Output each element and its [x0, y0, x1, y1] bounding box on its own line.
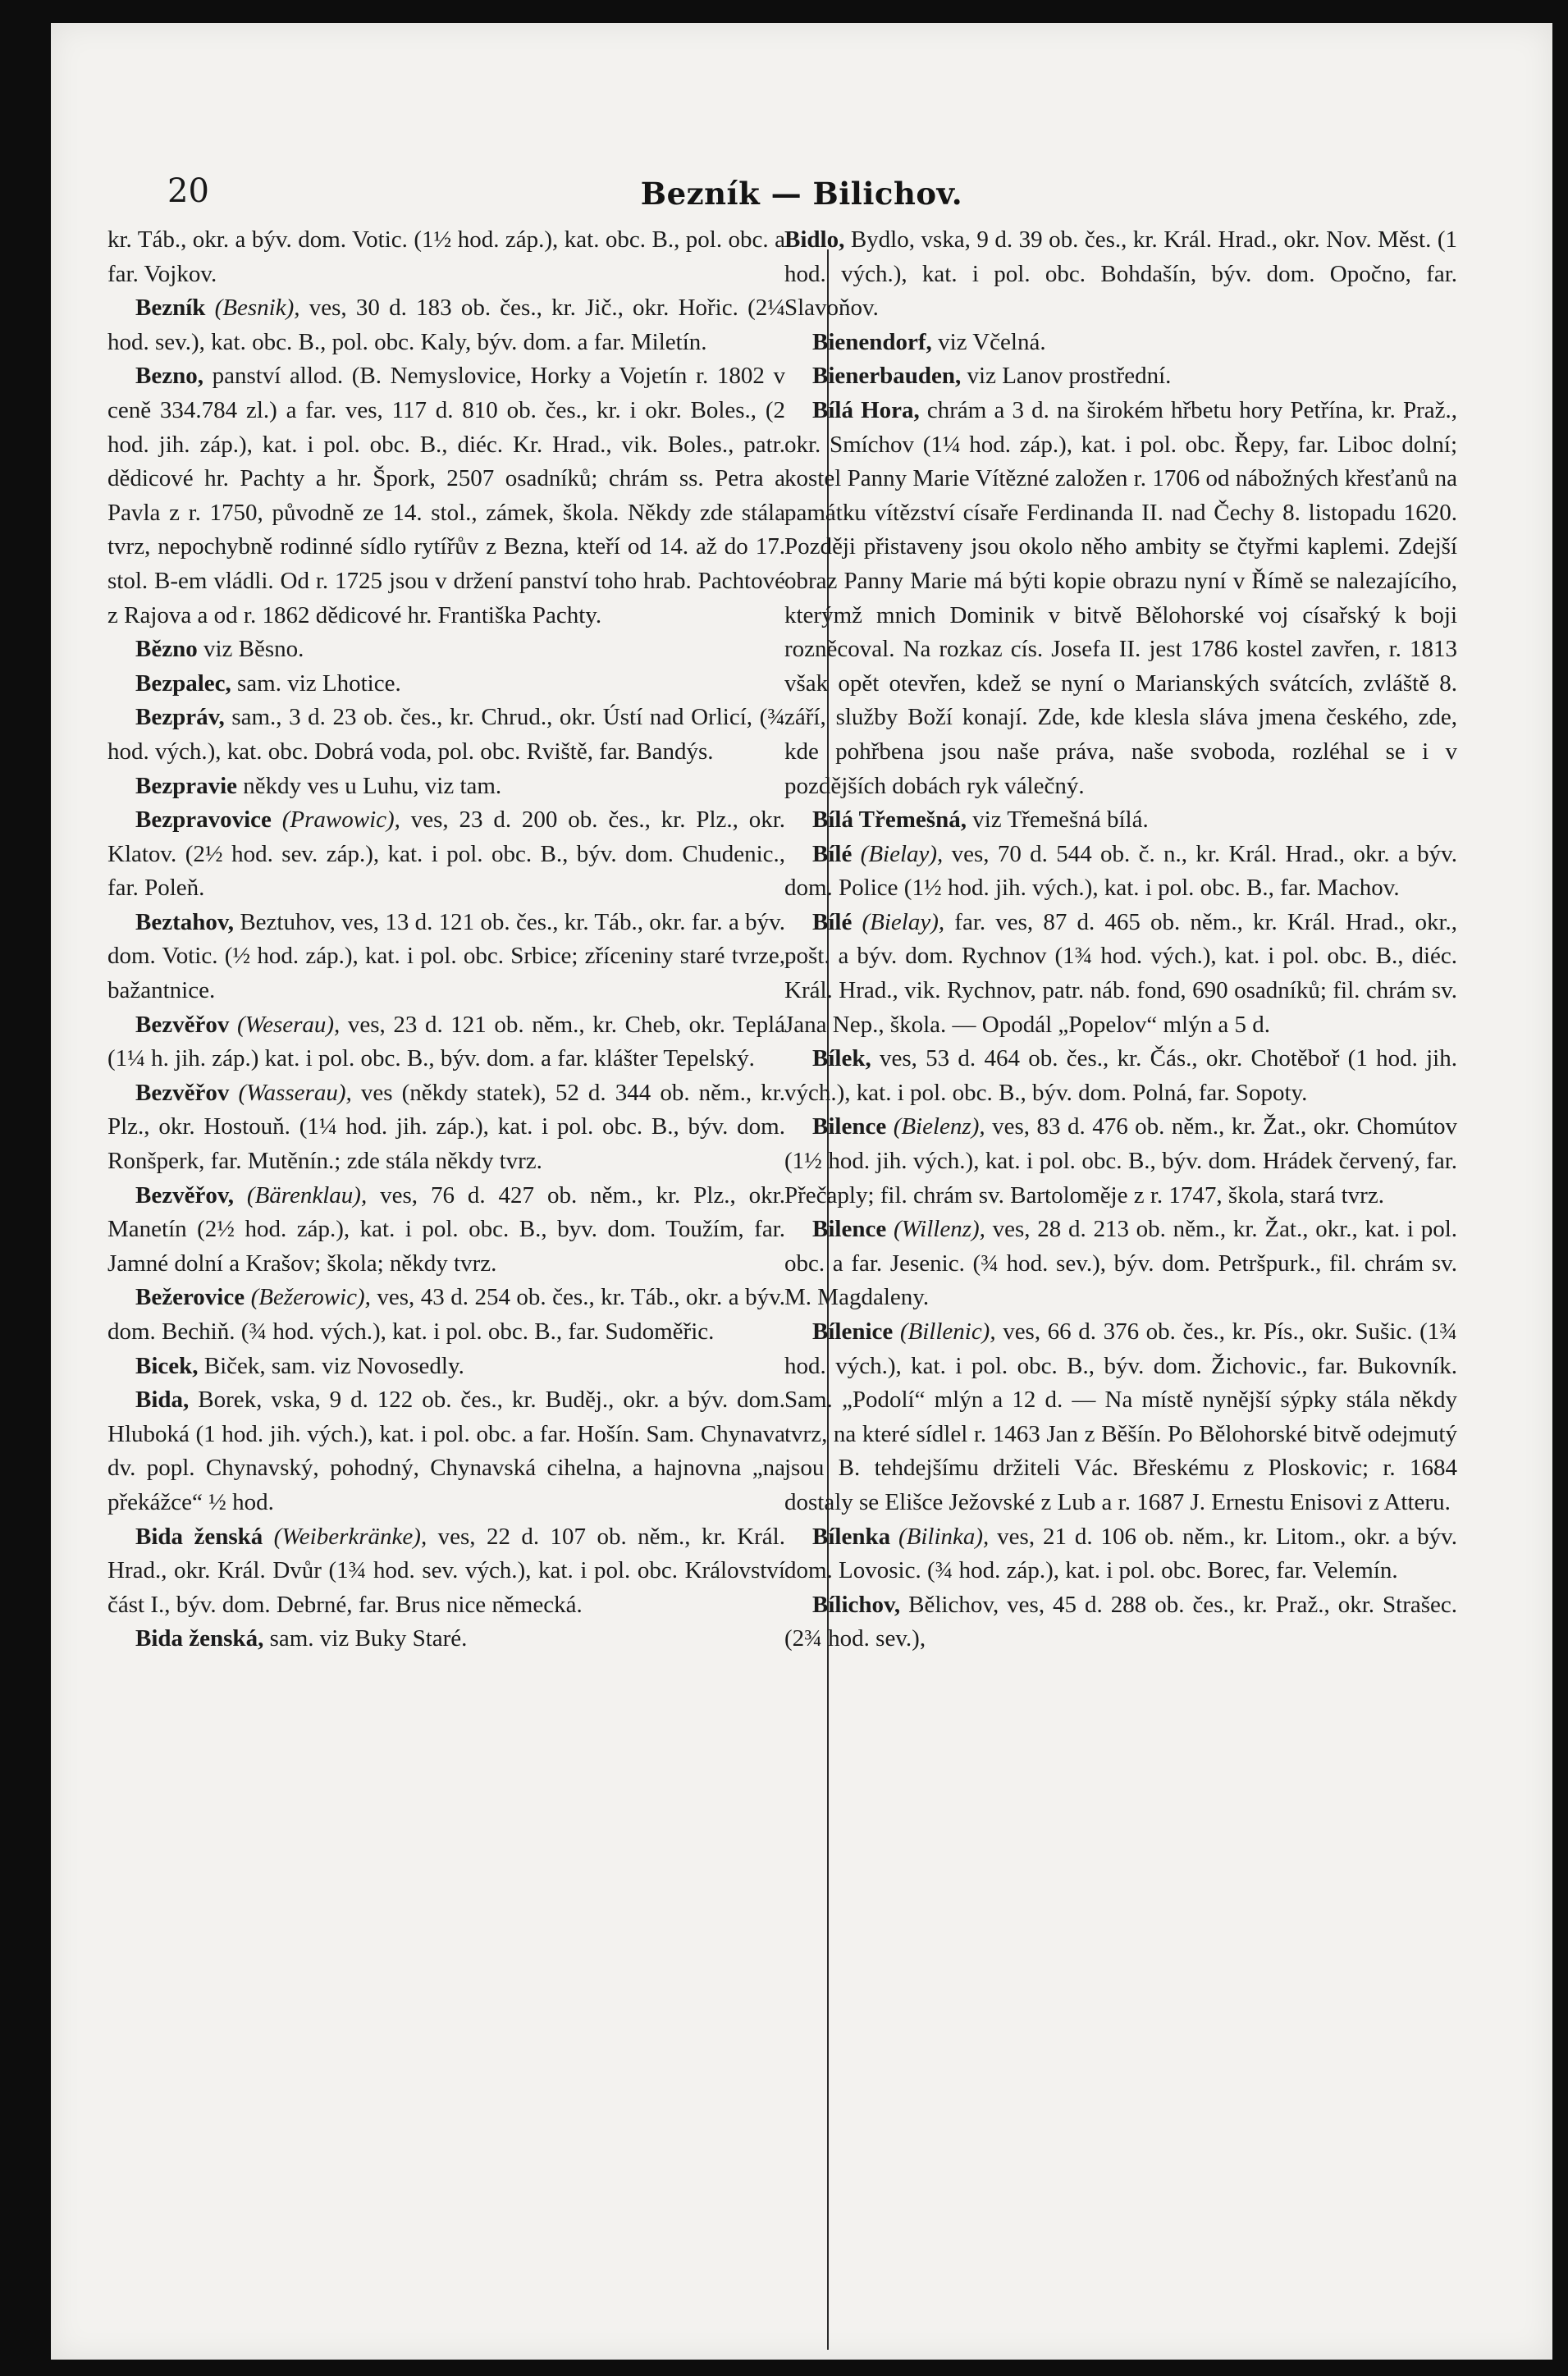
running-head: Bezník — Bilichov.	[640, 176, 963, 212]
entry-german-name: (Willenz),	[893, 1216, 985, 1243]
entry-german-name: (Weserau),	[236, 1011, 341, 1038]
entry-text: viz Třemešná bílá.	[966, 806, 1149, 834]
entry-headword: Bežerovice	[135, 1284, 245, 1311]
gazetteer-entry	[784, 1110, 1457, 1213]
entry-headword: Bida,	[135, 1387, 190, 1414]
gazetteer-entry	[107, 223, 785, 291]
entry-text: sam. viz Buky Staré.	[263, 1625, 468, 1652]
gazetteer-entry	[784, 1520, 1457, 1588]
gazetteer-entry	[784, 838, 1457, 906]
entry-headword: Bezpravie	[135, 772, 238, 799]
entry-headword: Bicek,	[135, 1352, 199, 1379]
entry-headword: Bílá Hora,	[812, 396, 920, 423]
entry-headword: Bílichov,	[812, 1591, 901, 1618]
gazetteer-entry	[107, 1520, 785, 1623]
entry-headword: Bezno,	[135, 363, 203, 390]
entry-german-name: (Besnik),	[214, 295, 300, 322]
entry-text: ves, 30 d. 183 ob. čes., kr. Jič., okr. Hořic. (2¼ hod. sev.), kat. obc. B., pol. obc. Kaly, býv. dom. a far. Miletín.	[107, 295, 786, 355]
entry-german-name: (Billenic),	[899, 1318, 996, 1345]
gazetteer-entry	[107, 359, 785, 633]
gazetteer-entry	[107, 1076, 785, 1179]
entry-text: chrám a 3 d. na širokém hřbetu hory Petřína, kr. Praž., okr. Smíchov (1¼ hod. záp.), kat. i pol. obc. Řepy, far. Liboc dolní; kostel Panny Marie Vítězné založen r. 1706 od nábožných křesťanů na památku vítězství císaře Ferdinanda II. nad Čechy 8. listopadu 1620. Později přistaveny jsou okolo něho ambity se čtyřmi kaplemi. Zdejší obraz Panny Marie má býti kopie obrazu nyní v Římě se nalezajícího, kterýmž mnich Dominik v bitvě Bělohorské voj císařský k boji rozněcoval. Na rozkaz cís. Josefa II. jest 1786 kostel zavřen, r. 1813 však opět otevřen, kdež se nyní o Marianských svátcích, zvláště 8. září, služby Boží konají. Zde, kde klesla sláva jmena českého, zde, kde pohřbena jsou naše práva, naše svoboda, rozléhal se i v pozdějších dobách ryk válečný.	[784, 396, 1457, 799]
entry-text: Bydlo, vska, 9 d. 39 ob. čes., kr. Král. Hrad., okr. Nov. Měst. (1 hod. vých.), kat. i pol. obc. Bohdašín, býv. dom. Opočno, far. Slavoňov.	[784, 226, 1457, 322]
entry-headword: Bězno	[135, 636, 198, 663]
entry-text: viz Běsno.	[197, 636, 304, 663]
entry-text: sam., 3 d. 23 ob. čes., kr. Chrud., okr. Ústí nad Orlicí, (¾ hod. vých.), kat. obc. Dobrá voda, pol. obc. Rviště, far. Bandýs.	[107, 704, 785, 765]
gazetteer-entry	[107, 1350, 785, 1384]
gazetteer-entry	[784, 394, 1457, 803]
entry-german-name: (Bežerowic),	[250, 1284, 371, 1311]
entry-text: Biček, sam. viz Novosedly.	[198, 1352, 464, 1379]
entry-text: ves, 43 d. 254 ob. čes., kr. Táb., okr. a býv. dom. Bechiň. (¾ hod. vých.), kat. i pol. obc. B., far. Sudoměřic.	[107, 1284, 785, 1345]
entry-text: ves (někdy statek), 52 d. 344 ob. něm., kr. Plz., okr. Hostouň. (1¼ hod. jih. záp.), kat. i pol. obc. B., býv. dom. Ronšperk, far. Mutěnín.; zde stála někdy tvrz.	[107, 1079, 785, 1175]
entry-text: ves, 28 d. 213 ob. něm., kr. Žat., okr., kat. i pol. obc. a far. Jesenic. (¾ hod. sev.), býv. dom. Petršpurk., fil. chrám sv. M. Magdaleny.	[784, 1216, 1458, 1311]
entry-text: ves, 66 d. 376 ob. čes., kr. Pís., okr. Sušic. (1¾ hod. vých.), kat. i pol. obc. B., býv. dom. Žichovic., far. Bukovník. Sam. „Podolí“ mlýn a 12 d. — Na místě nynější sýpky stála někdy tvrz, na které sídlel r. 1463 Jan z Běšín. Po Bělohorské bitvě odejmutý jsou B. tehdejšímu držiteli Vác. Břeskému z Ploskovic; r. 1684 dostaly se Elišce Ježovské z Lub a r. 1687 J. Ernestu Enisovi z Atteru.	[784, 1318, 1457, 1515]
gazetteer-entry	[107, 1622, 785, 1656]
entry-german-name: (Bärenklau),	[246, 1181, 368, 1209]
entry-headword: Bidlo,	[784, 226, 845, 253]
entry-text: ves, 83 d. 476 ob. něm., kr. Žat., okr. Chomútov (1½ hod. jih. vých.), kat. i pol. obc. B., býv. dom. Hrádek červený, far. Přečaply; fil. chrám sv. Bartoloměje z r. 1747, škola, stará tvrz.	[784, 1113, 1457, 1209]
entry-text: Borek, vska, 9 d. 122 ob. čes., kr. Buděj., okr. a býv. dom. Hluboká (1 hod. jih. vých.), kat. i pol. obc. a far. Hošín. Sam. Chynava dv. popl. Chynavský, pohodný, Chynavská cihelna, a hajnovna „na překážce“ ½ hod.	[107, 1387, 785, 1515]
entry-headword: Bílé	[812, 908, 853, 935]
entry-text: ves, 70 d. 544 ob. č. n., kr. Král. Hrad., okr. a býv. dom. Police (1½ hod. jih. vých.), kat. i pol. obc. B., far. Machov.	[784, 840, 1457, 902]
entry-headword: Beztahov,	[135, 908, 235, 935]
entry-headword: Bezpráv,	[135, 704, 225, 731]
entry-german-name: (Weiberkränke),	[273, 1523, 427, 1550]
gazetteer-entry	[784, 326, 1457, 360]
entry-text: ves, 23 d. 121 ob. něm., kr. Cheb, okr. Teplá (1¼ h. jih. záp.) kat. i pol. obc. B., býv. dom. a far. klášter Tepelský.	[107, 1011, 786, 1072]
gazetteer-entry	[784, 1213, 1457, 1315]
entry-headword: Bílá Třemešná,	[812, 806, 967, 834]
gazetteer-entry	[107, 291, 785, 359]
entry-headword: Bida ženská	[135, 1523, 263, 1550]
gazetteer-entry	[107, 906, 785, 1008]
entry-headword: Bílé	[812, 840, 853, 867]
entry-text: viz Včelná.	[931, 328, 1046, 355]
gazetteer-entry	[107, 803, 785, 906]
gazetteer-entry	[784, 906, 1457, 1042]
entry-headword: Bílenice	[812, 1318, 894, 1345]
right-column	[784, 223, 1457, 1656]
entry-headword: Bienerbauden,	[812, 363, 962, 390]
entry-text: ves, 22 d. 107 ob. něm., kr. Král. Hrad., okr. Král. Dvůr (1¾ hod. sev. vých.), kat. i pol. obc. Království část I., býv. dom. Debrné, far. Brus nice německá.	[107, 1523, 785, 1618]
entry-text: ves, 23 d. 200 ob. čes., kr. Plz., okr. Klatov. (2½ hod. sev. záp.), kat. i pol. obc. B., býv. dom. Chudenic., far. Poleň.	[107, 806, 786, 902]
gazetteer-entry	[784, 803, 1457, 838]
gazetteer-entry	[784, 1588, 1457, 1656]
entry-text: ves, 76 d. 427 ob. něm., kr. Plz., okr. Manetín (2½ hod. záp.), kat. i pol. obc. B., byv. dom. Toužím, far. Jamné dolní a Krašov; škola; někdy tvrz.	[107, 1181, 785, 1277]
entry-german-name: (Prawowic),	[281, 806, 400, 834]
entry-text: sam. viz Lhotice.	[231, 669, 401, 697]
gazetteer-entry	[784, 223, 1457, 326]
entry-text: viz Lanov prostřední.	[961, 363, 1172, 390]
entry-german-name: (Bielay),	[860, 840, 944, 867]
entry-text: far. ves, 87 d. 465 ob. něm., kr. Král. Hrad., okr., pošt. a býv. dom. Rychnov (1¾ hod. vých.), kat. i pol. obc. B., diéc. Král. Hrad., vik. Rychnov, patr. náb. fond, 690 osadníků; fil. chrám sv. Jana Nep., škola. — Opodál „Popelov“ mlýn a 5 d.	[784, 908, 1458, 1038]
entry-headword: Bezpalec,	[135, 669, 231, 697]
entry-german-name: (Bilinka),	[898, 1523, 990, 1550]
entry-text: Beztuhov, ves, 13 d. 121 ob. čes., kr. Táb., okr. far. a býv. dom. Votic. (½ hod. záp.), kat. i pol. obc. Srbice; zříceniny staré tvrze, bažantnice.	[107, 908, 785, 1004]
gazetteer-entry	[107, 701, 785, 769]
gazetteer-entry	[784, 1315, 1457, 1520]
entry-headword: Bilence	[812, 1216, 887, 1243]
entry-headword: Bílenka	[812, 1523, 891, 1550]
entry-text: někdy ves u Luhu, viz tam.	[237, 772, 502, 799]
gazetteer-entry	[107, 1008, 785, 1076]
entry-headword: Bílek,	[812, 1045, 871, 1072]
gazetteer-entry	[784, 1042, 1457, 1110]
entry-headword: Bilence	[812, 1113, 887, 1140]
entry-headword: Bezvěřov	[135, 1079, 230, 1106]
gazetteer-entry	[107, 770, 785, 804]
gazetteer-entry	[784, 359, 1457, 394]
gazetteer-entry	[107, 633, 785, 667]
entry-german-name: (Bielay),	[862, 908, 945, 935]
entry-text: panství allod. (B. Nemyslovice, Horky a Vojetín r. 1802 v ceně 334.784 zl.) a far. ves, 117 d. 810 ob. čes., kr. i okr. Boles., (2 hod. jih. záp.), kat. i pol. obc. B., diéc. Kr. Hrad., vik. Boles., patr. dědicové hr. Pachty a hr. Špork, 2507 osadníků; chrám ss. Petra a Pavla z r. 1750, původně ze 14. stol., zámek, škola. Někdy zde stála tvrz, nepochybně rodinné sídlo rytířův z Bezna, kteří od 14. až do 17. stol. B-em vládli. Od r. 1725 jsou v držení panství toho hrab. Pachtové z Rajova a od r. 1862 dědicové hr. Františka Pachty.	[107, 363, 785, 628]
entry-headword: Bezvěřov	[135, 1011, 230, 1038]
gazetteer-entry	[107, 1281, 785, 1349]
entry-headword: Bezník	[135, 295, 206, 322]
entry-headword: Bienendorf,	[812, 328, 932, 355]
entry-text: Bělichov, ves, 45 d. 288 ob. čes., kr. Praž., okr. Strašec. (2¾ hod. sev.),	[784, 1591, 1457, 1652]
entry-headword: Bezvěřov,	[135, 1181, 234, 1209]
entry-text: ves, 53 d. 464 ob. čes., kr. Čás., okr. Chotěboř (1 hod. jih. vých.), kat. i pol. obc. B., býv. dom. Polná, far. Sopoty.	[784, 1045, 1457, 1106]
page-number: 20	[167, 172, 209, 210]
entry-headword: Bida ženská,	[135, 1625, 264, 1652]
entry-text: kr. Táb., okr. a býv. dom. Votic. (1½ hod. záp.), kat. obc. B., pol. obc. a far. Vojkov.	[107, 226, 785, 287]
entry-headword: Bezpravovice	[135, 806, 272, 834]
entry-text: ves, 21 d. 106 ob. něm., kr. Litom., okr. a býv. dom. Lovosic. (¾ hod. záp.), kat. i pol. obc. Borec, far. Velemín.	[784, 1523, 1457, 1584]
entry-german-name: (Wasserau),	[238, 1079, 352, 1106]
gazetteer-entry	[107, 667, 785, 701]
left-column	[107, 223, 785, 1656]
entry-german-name: (Bielenz),	[893, 1113, 985, 1140]
gazetteer-entry	[107, 1179, 785, 1282]
gazetteer-entry	[107, 1383, 785, 1519]
